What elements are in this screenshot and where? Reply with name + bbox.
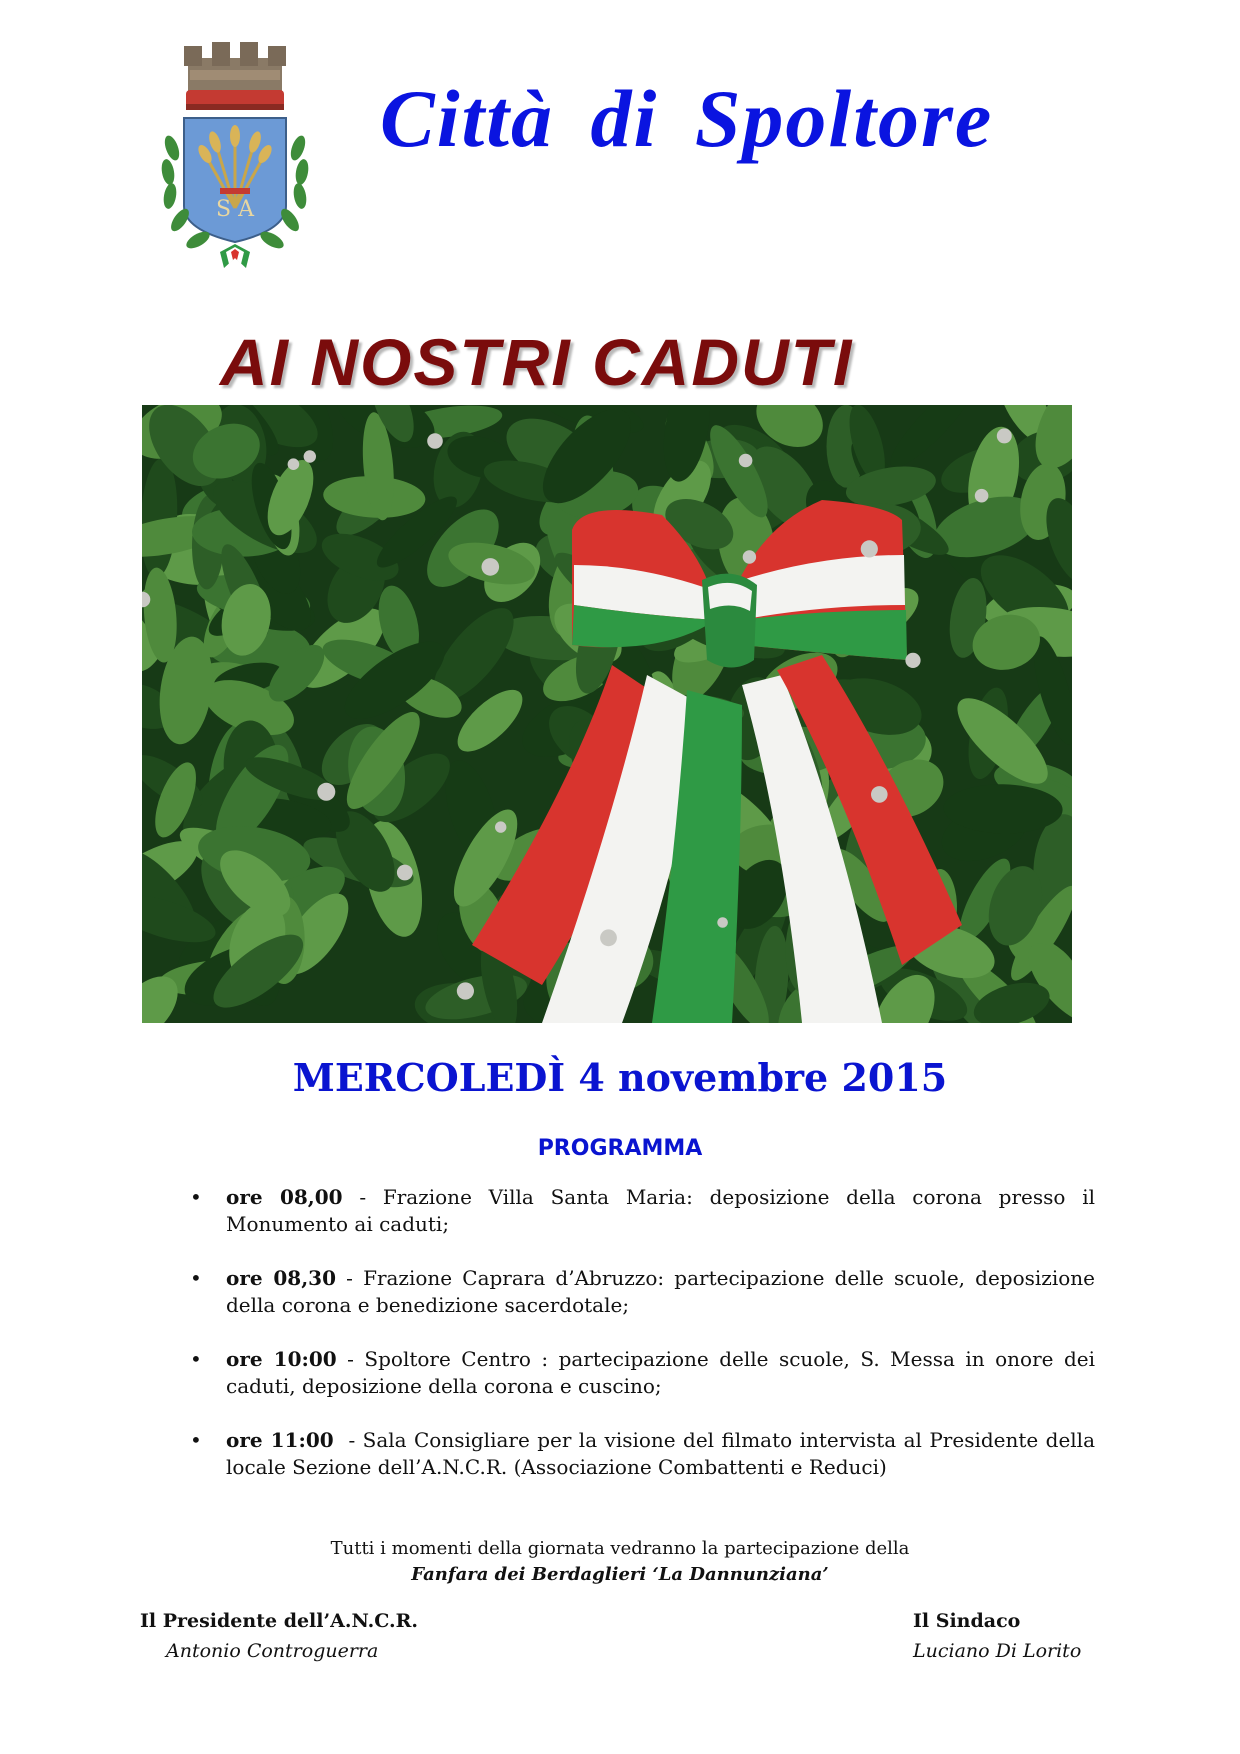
signature-mayor <box>913 1606 1081 1666</box>
ornament-bead <box>997 428 1012 443</box>
ornament-bead <box>717 917 728 928</box>
city-crest-icon <box>150 38 320 278</box>
ornament-bead <box>457 982 474 999</box>
ornament-bead <box>482 558 500 576</box>
closing-line: Tutti i momenti della giornata vedranno la partecipazione della <box>330 1538 910 1559</box>
program-item <box>190 1265 1095 1319</box>
ornament-bead <box>427 433 443 449</box>
laurel-wreath-tricolor-ribbon-image <box>142 405 1072 1023</box>
ornament-bead <box>397 865 413 881</box>
event-date: MERCOLEDÌ 4 novembre 2015 <box>292 1055 948 1100</box>
ornament-bead <box>861 540 878 557</box>
main-title: AI NOSTRI CADUTI <box>220 325 854 399</box>
closing-note <box>0 1536 1240 1588</box>
bullet: • <box>190 1185 202 1209</box>
bullet: • <box>190 1428 202 1452</box>
program-time: ore 08,30 <box>226 1266 336 1290</box>
band-name: Fanfara dei Berdaglieri ‘La Dannunziana’ <box>411 1564 829 1585</box>
program-item <box>190 1346 1095 1400</box>
ornament-bead <box>975 489 989 503</box>
program-item <box>190 1427 1102 1481</box>
ornament-bead <box>905 653 920 668</box>
program-time: ore 11:00 <box>226 1428 334 1452</box>
ornament-bead <box>871 786 888 803</box>
ornament-bead <box>288 458 300 470</box>
program-description: - Spoltore Centro : partecipazione delle scuole, S. Messa in onore dei caduti, deposizione della corona e cuscino; <box>226 1347 1095 1398</box>
program-time: ore 10:00 <box>226 1347 337 1371</box>
bullet: • <box>190 1266 202 1290</box>
city-title: Città di Spoltore <box>380 73 994 164</box>
ornament-bead <box>600 929 617 946</box>
program-list <box>190 1184 1102 1508</box>
ornament-bead <box>743 550 756 563</box>
signature-name: Antonio Controguerra <box>166 1640 379 1662</box>
ornament-bead <box>739 454 753 468</box>
program-time: ore 08,00 <box>226 1185 343 1209</box>
program-description: - Frazione Caprara d’Abruzzo: partecipazione delle scuole, deposizione della corona e benedizione sacerdotale; <box>226 1266 1095 1317</box>
program-item <box>190 1184 1095 1238</box>
signature-role: Il Sindaco <box>913 1610 1021 1632</box>
svg-text:S A: S A <box>216 197 254 222</box>
signature-president <box>140 1606 418 1666</box>
ornament-bead <box>317 783 335 801</box>
signature-role: Il Presidente dell’A.N.C.R. <box>140 1610 419 1632</box>
signature-name: Luciano Di Lorito <box>913 1640 1082 1662</box>
bullet: • <box>190 1347 202 1371</box>
program-description: - Frazione Villa Santa Maria: deposizione della corona presso il Monumento ai caduti; <box>226 1185 1095 1236</box>
program-description: - Sala Consigliare per la visione del filmato intervista al Presidente della locale Sezione dell’A.N.C.R. (Associazione Combattenti e Reduci) <box>226 1428 1102 1479</box>
program-heading: PROGRAMMA <box>537 1136 703 1161</box>
ornament-bead <box>495 821 506 832</box>
ornament-bead <box>304 450 316 462</box>
